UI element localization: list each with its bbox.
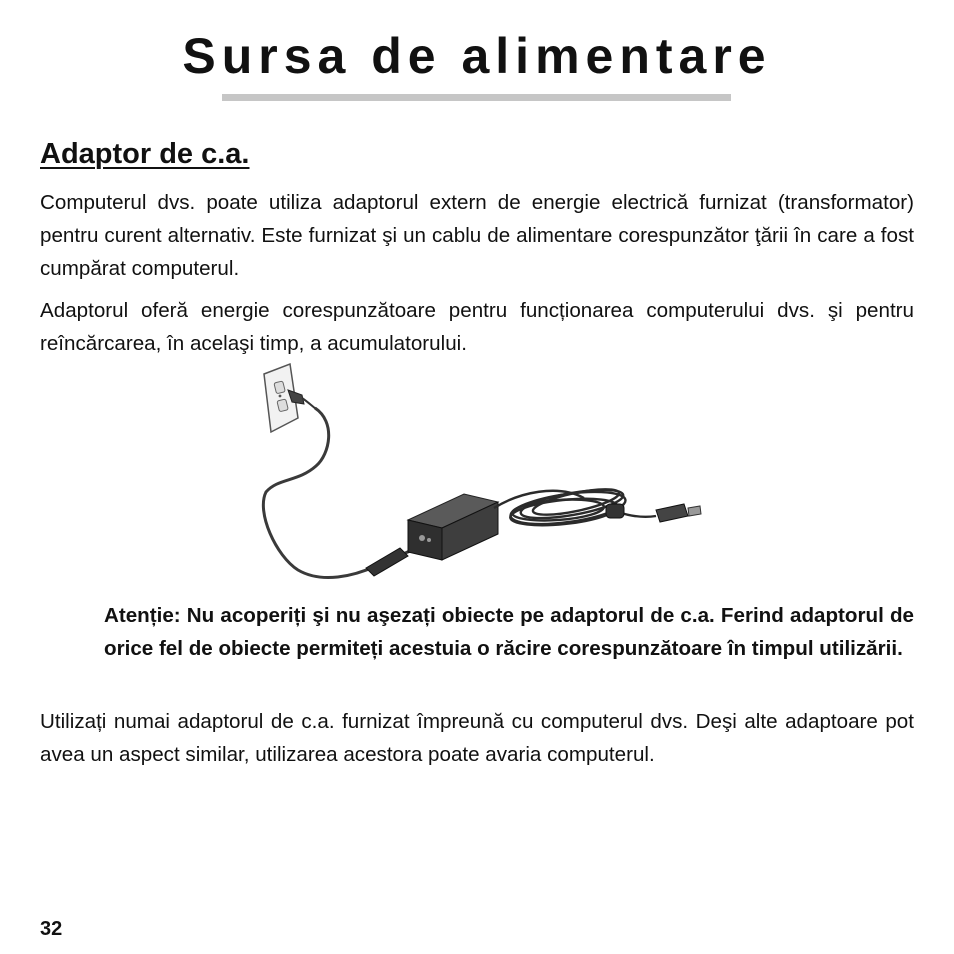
section-heading: Adaptor de c.a. [40, 138, 250, 170]
dc-plug-icon [656, 504, 701, 522]
intro-paragraph: Computerul dvs. poate utiliza adaptorul extern de energie electrică furnizat (transformator) pentru curent alternativ. Este furnizat şi un cablu de alimentare corespunzător ţării în care a fost cumpărat computerul. [40, 191, 914, 280]
warning-note: Atenție: Nu acoperiți şi nu aşezați obiecte pe adaptorul de c.a. Ferind adaptorul de orice fel de obiecte permiteți acestuia o răcire corespunzătoare în timpul utilizării. [104, 604, 914, 660]
use-only-supplied-adapter-paragraph: Utilizați numai adaptorul de c.a. furnizat împreună cu computerul dvs. Deşi alte adaptoare pot avea un aspect similar, utilizarea acestora poate avaria computerul. [40, 710, 914, 766]
page-title: Sursa de alimentare [182, 28, 772, 84]
adapter-brick-icon [408, 494, 498, 560]
ferrite-bead-icon [606, 504, 624, 518]
dc-cable-coil [494, 484, 656, 530]
page-number: 32 [40, 918, 63, 940]
title-underline-rule [222, 94, 731, 101]
ac-adapter-illustration [258, 362, 704, 590]
adapter-function-paragraph: Adaptorul oferă energie corespunzătoare pentru funcționarea computerului dvs. şi pentru reîncărcarea, în acelaşi timp, a acumulatorului. [40, 299, 914, 355]
